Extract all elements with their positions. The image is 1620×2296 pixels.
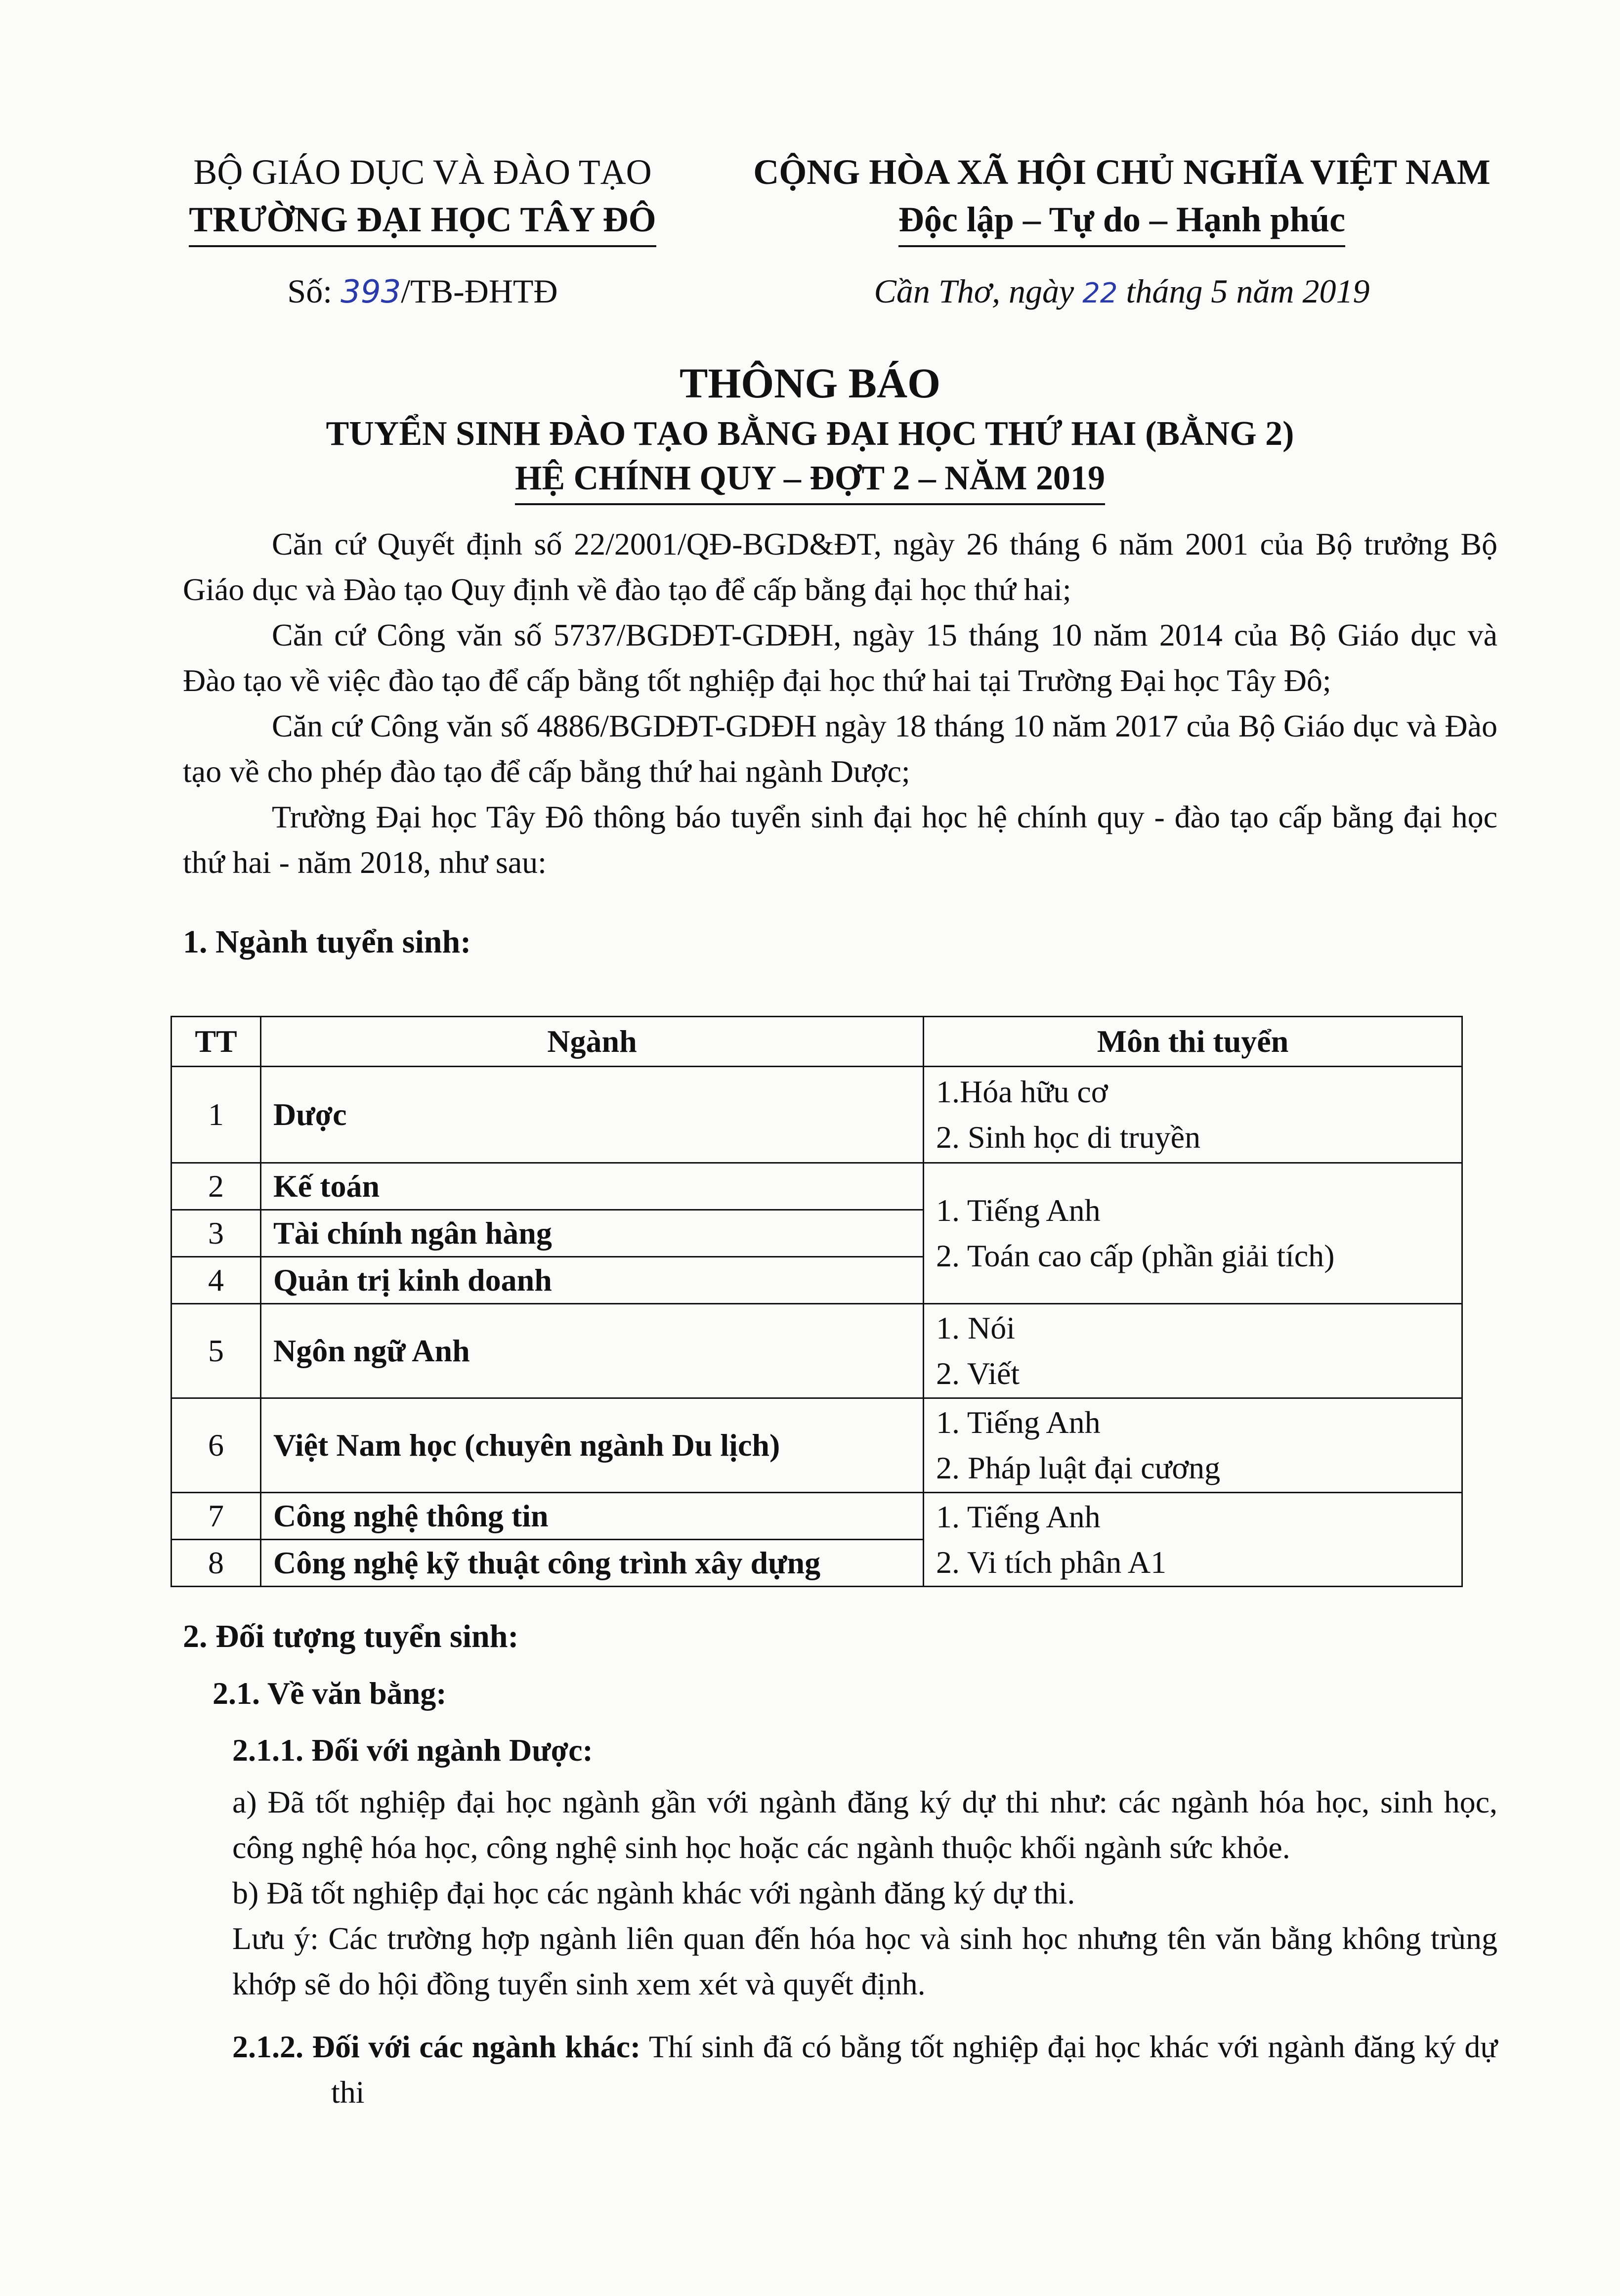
table-header-cell: Ngành [261,1017,924,1067]
table-row [171,1067,1462,1163]
table-row [171,1163,1462,1210]
ministry-name: BỘ GIÁO DỤC VÀ ĐÀO TẠO [193,152,652,192]
section-2-body [232,1779,1497,2007]
paragraph-a: a) Đã tốt nghiệp đại học ngành gần với ngành đăng ký dự thi như: các ngành hóa học, sinh học, công nghệ hóa học, công nghệ sinh học hoặc các ngành thuộc khối ngành sức khỏe. [232,1784,1497,1865]
row-number: 3 [171,1210,261,1257]
preamble-paragraph: Căn cứ Công văn số 5737/BGDĐT-GDĐH, ngày 15 tháng 10 năm 2014 của Bộ Giáo dục và Đào tạo về việc đào tạo để cấp bằng tốt nghiệp đại học thứ hai tại Trường Đại học Tây Đô; [183,617,1497,698]
university-name: TRƯỜNG ĐẠI HỌC TÂY ĐÔ [143,196,702,247]
paragraph-b: b) Đã tốt nghiệp đại học các ngành khác với ngành đăng ký dự thi. [232,1875,1075,1910]
section-1-heading: 1. Ngành tuyển sinh: [183,924,471,960]
exam-subjects: 1.Hóa hữu cơ 2. Sinh học di truyền [924,1067,1462,1163]
notice-subtitle-2: HỆ CHÍNH QUY – ĐỢT 2 – NĂM 2019 [0,455,1620,505]
major-name: Quản trị kinh doanh [261,1257,924,1304]
row-number: 7 [171,1493,261,1540]
table-header-row [171,1017,1462,1067]
exam-subjects: 1. Tiếng Anh 2. Toán cao cấp (phần giải tích) [924,1163,1462,1304]
major-name: Công nghệ thông tin [261,1493,924,1540]
row-number: 2 [171,1163,261,1210]
exam-subjects: 1. Tiếng Anh 2. Pháp luật đại cương [924,1398,1462,1493]
header-left [143,148,702,314]
notice-subtitle: TUYỂN SINH ĐÀO TẠO BẰNG ĐẠI HỌC THỨ HAI (BẰNG 2) [326,415,1294,453]
document-date: Cần Thơ, ngày 22 tháng 5 năm 2019 [874,272,1370,310]
table-row [171,1493,1462,1540]
header-right [731,148,1512,316]
table-header-cell: Môn thi tuyển [924,1017,1462,1067]
subsection-2-1-heading: 2.1. Về văn bằng: [213,1676,447,1711]
exam-subjects: 1. Tiếng Anh 2. Vi tích phân A1 [924,1493,1462,1587]
preamble-paragraph: Căn cứ Công văn số 4886/BGDĐT-GDĐH ngày 18 tháng 10 năm 2017 của Bộ Giáo dục và Đào tạo về cho phép đào tạo để cấp bằng thứ hai ngành Dược; [183,708,1497,789]
major-name: Ngôn ngữ Anh [261,1304,924,1398]
row-number: 6 [171,1398,261,1493]
major-name: Việt Nam học (chuyên ngành Du lịch) [261,1398,924,1493]
major-name: Công nghệ kỹ thuật công trình xây dựng [261,1540,924,1587]
major-name: Dược [261,1067,924,1163]
row-number: 5 [171,1304,261,1398]
exam-subjects: 1. Nói 2. Viết [924,1304,1462,1398]
subsection-2-1-2-heading: 2.1.2. Đối với các ngành khác: [232,2029,641,2064]
document-number: Số: 393/TB-ĐHTĐ [287,272,558,310]
national-motto: Độc lập – Tự do – Hạnh phúc [731,196,1512,247]
row-number: 4 [171,1257,261,1304]
major-name: Kế toán [261,1163,924,1210]
preamble-paragraph: Căn cứ Quyết định số 22/2001/QĐ-BGD&ĐT, ngày 26 tháng 6 năm 2001 của Bộ trưởng Bộ Giáo dục và Đào tạo Quy định về đào tạo để cấp bằng đại học thứ hai; [183,526,1497,607]
section-2-heading: 2. Đối tượng tuyển sinh: [183,1618,519,1654]
major-name: Tài chính ngân hàng [261,1210,924,1257]
notice-title: THÔNG BÁO [679,359,940,407]
subsection-2-1-2 [232,2024,1497,2115]
row-number: 8 [171,1540,261,1587]
subsection-2-1-2-text: Thí sinh đã có bằng tốt nghiệp đại học khác với ngành đăng ký dự thi [331,2029,1497,2110]
note-paragraph: Lưu ý: Các trường hợp ngành liên quan đến hóa học và sinh học nhưng tên văn bằng không trùng khớp sẽ do hội đồng tuyển sinh xem xét và quyết định. [232,1921,1497,2001]
table-row [171,1398,1462,1493]
row-number: 1 [171,1067,261,1163]
table-header-cell: TT [171,1017,261,1067]
republic-name: CỘNG HÒA XÃ HỘI CHỦ NGHĨA VIỆT NAM [753,152,1491,192]
table-row [171,1304,1462,1398]
subsection-2-1-1-heading: 2.1.1. Đối với ngành Dược: [232,1733,593,1768]
majors-table [171,1016,1463,1587]
preamble-paragraph: Trường Đại học Tây Đô thông báo tuyển sinh đại học hệ chính quy - đào tạo cấp bằng đại học thứ hai - năm 2018, như sau: [183,799,1497,880]
handwritten-number: 393 [341,274,401,310]
preamble [183,521,1497,885]
handwritten-day: 22 [1082,277,1118,309]
